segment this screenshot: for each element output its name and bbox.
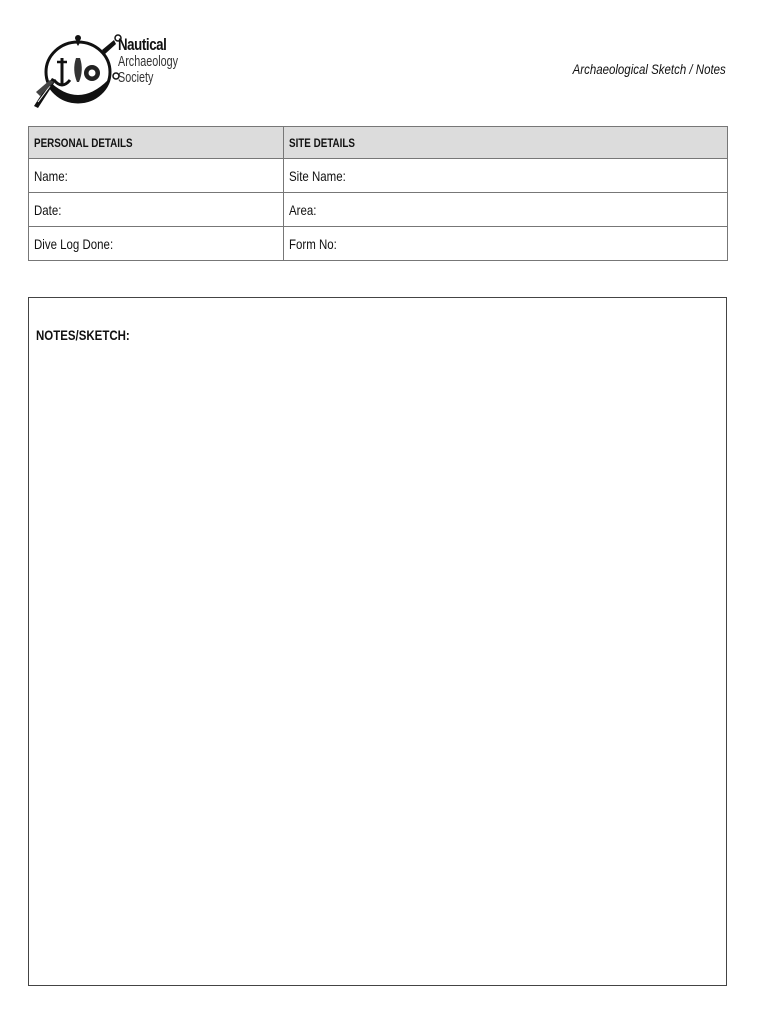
notes-sketch-label: NOTES/SKETCH: bbox=[36, 327, 130, 343]
site-details-header bbox=[284, 127, 728, 159]
details-header-row bbox=[29, 127, 728, 159]
personal-details-header-text: PERSONAL DETAILS bbox=[34, 135, 133, 150]
details-row-3 bbox=[29, 227, 728, 261]
name-label: Name: bbox=[34, 167, 68, 184]
site-details-header-text: SITE DETAILS bbox=[289, 135, 355, 150]
area-label: Area: bbox=[289, 201, 317, 218]
date-label: Date: bbox=[34, 201, 62, 218]
nas-emblem-icon bbox=[32, 28, 122, 110]
logo-text-archaeology: Archaeology bbox=[118, 53, 179, 70]
logo-text-society: Society bbox=[118, 69, 154, 86]
details-row-1 bbox=[29, 159, 728, 193]
details-table bbox=[28, 126, 728, 261]
document-title: Archaeological Sketch / Notes bbox=[572, 61, 726, 77]
nas-logo bbox=[32, 28, 192, 110]
date-field[interactable] bbox=[29, 193, 284, 227]
site-name-field[interactable] bbox=[284, 159, 728, 193]
name-field[interactable] bbox=[29, 159, 284, 193]
site-name-label: Site Name: bbox=[289, 167, 346, 184]
notes-sketch-area[interactable] bbox=[28, 297, 727, 986]
dive-log-field[interactable] bbox=[29, 227, 284, 261]
details-row-2 bbox=[29, 193, 728, 227]
personal-details-header bbox=[29, 127, 284, 159]
logo-text-nautical: Nautical bbox=[118, 35, 167, 54]
form-no-field[interactable] bbox=[284, 227, 728, 261]
dive-log-label: Dive Log Done: bbox=[34, 235, 114, 252]
area-field[interactable] bbox=[284, 193, 728, 227]
form-no-label: Form No: bbox=[289, 235, 337, 252]
